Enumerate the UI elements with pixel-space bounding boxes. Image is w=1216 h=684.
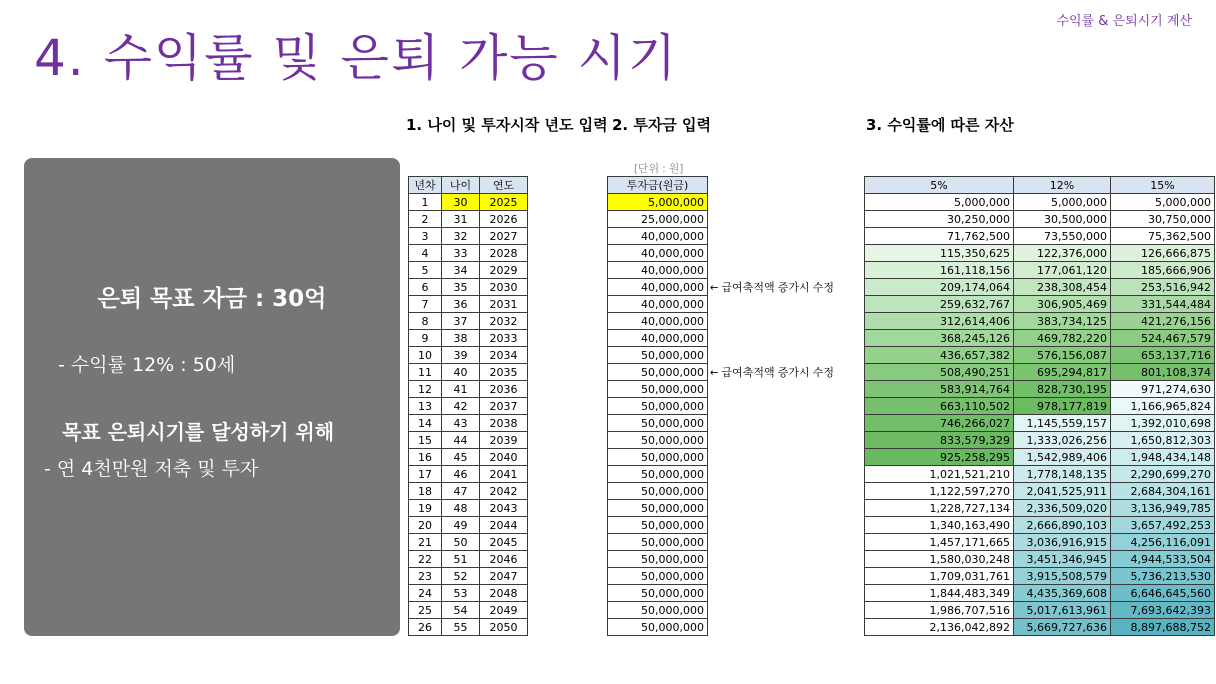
- returns-row: [865, 517, 1215, 534]
- returns-cell: 73,550,000: [1014, 228, 1111, 245]
- returns-cell: 5,000,000: [865, 194, 1014, 211]
- age-year-cell: 5: [409, 262, 442, 279]
- returns-row: [865, 381, 1215, 398]
- age-year-cell: 2028: [480, 245, 528, 262]
- returns-cell: 368,245,126: [865, 330, 1014, 347]
- returns-row: [865, 330, 1215, 347]
- investment-row: [608, 466, 708, 483]
- investment-row: [608, 602, 708, 619]
- investment-cell[interactable]: 50,000,000: [608, 483, 708, 500]
- returns-cell: 1,948,434,148: [1111, 449, 1215, 466]
- investment-row: [608, 194, 708, 211]
- savings-bullet: - 연 4천만원 저축 및 투자: [44, 458, 259, 480]
- investment-cell[interactable]: 50,000,000: [608, 585, 708, 602]
- age-year-cell: 46: [442, 466, 480, 483]
- adjust-note: ← 급여축적액 증가시 수정: [710, 366, 834, 379]
- age-year-cell: 23: [409, 568, 442, 585]
- returns-row: [865, 449, 1215, 466]
- returns-row: [865, 211, 1215, 228]
- age-year-row: [409, 194, 528, 211]
- age-year-cell: 18: [409, 483, 442, 500]
- returns-row: [865, 619, 1215, 636]
- age-year-cell: 16: [409, 449, 442, 466]
- investment-row: [608, 568, 708, 585]
- age-year-cell: 4: [409, 245, 442, 262]
- age-year-cell: 2029: [480, 262, 528, 279]
- age-year-cell: 22: [409, 551, 442, 568]
- age-year-cell: 39: [442, 347, 480, 364]
- investment-row: [608, 296, 708, 313]
- age-year-cell: 38: [442, 330, 480, 347]
- investment-row: [608, 228, 708, 245]
- age-year-row: [409, 619, 528, 636]
- age-year-cell: 2046: [480, 551, 528, 568]
- returns-row: [865, 262, 1215, 279]
- returns-row: [865, 551, 1215, 568]
- age-year-cell: 2050: [480, 619, 528, 636]
- age-year-cell: 2025: [480, 194, 528, 211]
- corner-tag: 수익률 & 은퇴시기 계산: [1056, 14, 1192, 29]
- age-year-cell: 2039: [480, 432, 528, 449]
- returns-cell: 1,542,989,406: [1014, 449, 1111, 466]
- returns-cell: 2,666,890,103: [1014, 517, 1111, 534]
- returns-row: [865, 534, 1215, 551]
- returns-cell: 1,778,148,135: [1014, 466, 1111, 483]
- age-year-cell: 24: [409, 585, 442, 602]
- age-year-cell: 11: [409, 364, 442, 381]
- investment-row: [608, 619, 708, 636]
- age-year-row: [409, 211, 528, 228]
- returns-row: [865, 245, 1215, 262]
- age-year-row: [409, 466, 528, 483]
- investment-cell[interactable]: 50,000,000: [608, 364, 708, 381]
- returns-cell: 583,914,764: [865, 381, 1014, 398]
- age-year-cell: 2047: [480, 568, 528, 585]
- investment-row: [608, 211, 708, 228]
- age-year-cell: 25: [409, 602, 442, 619]
- summary-box: [24, 158, 400, 636]
- age-year-row: [409, 245, 528, 262]
- returns-cell: 469,782,220: [1014, 330, 1111, 347]
- returns-cell: 3,136,949,785: [1111, 500, 1215, 517]
- age-year-cell: 47: [442, 483, 480, 500]
- age-year-cell: 2044: [480, 517, 528, 534]
- returns-cell: 8,897,688,752: [1111, 619, 1215, 636]
- returns-cell: 126,666,875: [1111, 245, 1215, 262]
- age-year-cell: 10: [409, 347, 442, 364]
- returns-header-cell: 15%: [1111, 177, 1215, 194]
- returns-cell: 306,905,469: [1014, 296, 1111, 313]
- returns-cell: 746,266,027: [865, 415, 1014, 432]
- returns-cell: 71,762,500: [865, 228, 1014, 245]
- returns-row: [865, 347, 1215, 364]
- returns-cell: 1,650,812,303: [1111, 432, 1215, 449]
- age-year-cell: 2: [409, 211, 442, 228]
- age-year-cell: 8: [409, 313, 442, 330]
- investment-row: [608, 347, 708, 364]
- returns-cell: 2,290,699,270: [1111, 466, 1215, 483]
- unit-label: [단위 : 원]: [634, 162, 684, 175]
- investment-cell[interactable]: 40,000,000: [608, 245, 708, 262]
- returns-cell: 5,000,000: [1111, 194, 1215, 211]
- age-year-cell: 41: [442, 381, 480, 398]
- age-year-row: [409, 313, 528, 330]
- returns-row: [865, 415, 1215, 432]
- investment-row: [608, 585, 708, 602]
- returns-cell: 5,669,727,636: [1014, 619, 1111, 636]
- returns-cell: 1,986,707,516: [865, 602, 1014, 619]
- age-year-row: [409, 534, 528, 551]
- returns-cell: 828,730,195: [1014, 381, 1111, 398]
- investment-row: [608, 398, 708, 415]
- age-year-cell: 17: [409, 466, 442, 483]
- age-year-cell: 43: [442, 415, 480, 432]
- returns-cell: 1,580,030,248: [865, 551, 1014, 568]
- investment-row: [608, 364, 708, 381]
- age-year-row: [409, 398, 528, 415]
- age-year-row: [409, 500, 528, 517]
- investment-cell[interactable]: 40,000,000: [608, 262, 708, 279]
- investment-row: [608, 500, 708, 517]
- age-year-row: [409, 364, 528, 381]
- returns-cell: 1,340,163,490: [865, 517, 1014, 534]
- returns-cell: 3,451,346,945: [1014, 551, 1111, 568]
- returns-cell: 524,467,579: [1111, 330, 1215, 347]
- age-year-cell: 2040: [480, 449, 528, 466]
- investment-cell[interactable]: 50,000,000: [608, 534, 708, 551]
- age-year-cell: 2033: [480, 330, 528, 347]
- age-year-row: [409, 483, 528, 500]
- returns-cell: 1,709,031,761: [865, 568, 1014, 585]
- returns-cell: 5,736,213,530: [1111, 568, 1215, 585]
- returns-cell: 5,000,000: [1014, 194, 1111, 211]
- returns-row: [865, 313, 1215, 330]
- retirement-goal: 은퇴 목표 자금 : 30억: [97, 286, 327, 312]
- returns-cell: 576,156,087: [1014, 347, 1111, 364]
- returns-table: [864, 176, 1215, 636]
- investment-cell[interactable]: 5,000,000: [608, 194, 708, 211]
- investment-cell[interactable]: 50,000,000: [608, 602, 708, 619]
- returns-row: [865, 364, 1215, 381]
- returns-cell: 6,646,645,560: [1111, 585, 1215, 602]
- age-year-cell: 9: [409, 330, 442, 347]
- age-year-cell: 15: [409, 432, 442, 449]
- investment-cell[interactable]: 50,000,000: [608, 398, 708, 415]
- investment-row: [608, 262, 708, 279]
- section-3-heading: 3. 수익률에 따른 자산: [866, 116, 1014, 134]
- age-year-cell: 51: [442, 551, 480, 568]
- age-year-cell: 2049: [480, 602, 528, 619]
- investment-cell[interactable]: 50,000,000: [608, 568, 708, 585]
- investment-cell[interactable]: 40,000,000: [608, 330, 708, 347]
- investment-row: [608, 330, 708, 347]
- age-year-cell: 12: [409, 381, 442, 398]
- investment-cell[interactable]: 40,000,000: [608, 279, 708, 296]
- age-year-row: [409, 602, 528, 619]
- age-year-cell: 6: [409, 279, 442, 296]
- age-year-cell: 7: [409, 296, 442, 313]
- section-1-heading: 1. 나이 및 투자시작 년도 입력: [406, 116, 608, 134]
- age-year-cell: 2026: [480, 211, 528, 228]
- age-year-cell: 26: [409, 619, 442, 636]
- age-year-cell: 50: [442, 534, 480, 551]
- returns-cell: 253,516,942: [1111, 279, 1215, 296]
- age-year-row: [409, 381, 528, 398]
- returns-cell: 663,110,502: [865, 398, 1014, 415]
- goal-subheading: 목표 은퇴시기를 달성하기 위해: [62, 420, 335, 444]
- investment-cell[interactable]: 50,000,000: [608, 619, 708, 636]
- investment-table: [607, 176, 708, 636]
- returns-cell: 7,693,642,393: [1111, 602, 1215, 619]
- returns-cell: 30,750,000: [1111, 211, 1215, 228]
- returns-row: [865, 483, 1215, 500]
- age-year-cell: 2035: [480, 364, 528, 381]
- returns-cell: 1,166,965,824: [1111, 398, 1215, 415]
- returns-cell: 2,136,042,892: [865, 619, 1014, 636]
- returns-row: [865, 568, 1215, 585]
- age-year-row: [409, 551, 528, 568]
- age-year-row: [409, 296, 528, 313]
- returns-cell: 695,294,817: [1014, 364, 1111, 381]
- age-year-cell: 49: [442, 517, 480, 534]
- age-year-cell: 55: [442, 619, 480, 636]
- returns-cell: 312,614,406: [865, 313, 1014, 330]
- investment-cell[interactable]: 50,000,000: [608, 466, 708, 483]
- age-year-header-row: [409, 177, 528, 194]
- returns-cell: 4,256,116,091: [1111, 534, 1215, 551]
- returns-row: [865, 585, 1215, 602]
- age-year-row: [409, 279, 528, 296]
- returns-cell: 185,666,906: [1111, 262, 1215, 279]
- returns-cell: 1,122,597,270: [865, 483, 1014, 500]
- investment-cell[interactable]: 50,000,000: [608, 449, 708, 466]
- age-year-row: [409, 449, 528, 466]
- returns-cell: 2,684,304,161: [1111, 483, 1215, 500]
- age-year-row: [409, 330, 528, 347]
- investment-cell[interactable]: 50,000,000: [608, 415, 708, 432]
- age-year-cell: 42: [442, 398, 480, 415]
- age-year-header-cell: 나이: [442, 177, 480, 194]
- returns-cell: 30,500,000: [1014, 211, 1111, 228]
- returns-cell: 801,108,374: [1111, 364, 1215, 381]
- returns-cell: 421,276,156: [1111, 313, 1215, 330]
- age-year-row: [409, 415, 528, 432]
- returns-row: [865, 466, 1215, 483]
- investment-row: [608, 432, 708, 449]
- age-year-cell: 2042: [480, 483, 528, 500]
- returns-cell: 75,362,500: [1111, 228, 1215, 245]
- age-year-cell: 2048: [480, 585, 528, 602]
- returns-cell: 177,061,120: [1014, 262, 1111, 279]
- returns-cell: 833,579,329: [865, 432, 1014, 449]
- age-year-cell: 31: [442, 211, 480, 228]
- returns-header-cell: 5%: [865, 177, 1014, 194]
- age-year-cell: 34: [442, 262, 480, 279]
- age-year-header-cell: 연도: [480, 177, 528, 194]
- returns-cell: 209,174,064: [865, 279, 1014, 296]
- investment-row: [608, 313, 708, 330]
- age-year-cell: 3: [409, 228, 442, 245]
- returns-cell: 1,457,171,665: [865, 534, 1014, 551]
- age-year-cell: 48: [442, 500, 480, 517]
- investment-row: [608, 551, 708, 568]
- investment-cell[interactable]: 40,000,000: [608, 228, 708, 245]
- age-year-cell: 33: [442, 245, 480, 262]
- returns-cell: 653,137,716: [1111, 347, 1215, 364]
- section-2-heading: 2. 투자금 입력: [612, 116, 712, 134]
- returns-cell: 1,844,483,349: [865, 585, 1014, 602]
- returns-cell: 1,228,727,134: [865, 500, 1014, 517]
- returns-cell: 122,376,000: [1014, 245, 1111, 262]
- age-year-cell: 45: [442, 449, 480, 466]
- age-year-row: [409, 347, 528, 364]
- returns-cell: 971,274,630: [1111, 381, 1215, 398]
- returns-cell: 30,250,000: [865, 211, 1014, 228]
- age-year-cell: 13: [409, 398, 442, 415]
- age-year-cell: 2031: [480, 296, 528, 313]
- age-year-cell: 2038: [480, 415, 528, 432]
- returns-cell: 3,657,492,253: [1111, 517, 1215, 534]
- returns-row: [865, 500, 1215, 517]
- investment-header: 투자금(원금): [608, 177, 708, 194]
- returns-cell: 1,145,559,157: [1014, 415, 1111, 432]
- investment-cell[interactable]: 40,000,000: [608, 296, 708, 313]
- returns-cell: 3,036,916,915: [1014, 534, 1111, 551]
- age-year-cell: 2034: [480, 347, 528, 364]
- age-year-cell: 21: [409, 534, 442, 551]
- age-year-cell: 2036: [480, 381, 528, 398]
- investment-cell[interactable]: 50,000,000: [608, 551, 708, 568]
- investment-row: [608, 245, 708, 262]
- age-year-header-cell: 년차: [409, 177, 442, 194]
- age-year-cell: 19: [409, 500, 442, 517]
- age-year-cell: 53: [442, 585, 480, 602]
- returns-row: [865, 228, 1215, 245]
- returns-cell: 508,490,251: [865, 364, 1014, 381]
- return-rate-bullet: - 수익률 12% : 50세: [58, 354, 236, 376]
- age-year-cell: 44: [442, 432, 480, 449]
- investment-row: [608, 381, 708, 398]
- age-year-cell: 2030: [480, 279, 528, 296]
- age-year-row: [409, 585, 528, 602]
- age-year-cell: 35: [442, 279, 480, 296]
- investment-cell[interactable]: 50,000,000: [608, 432, 708, 449]
- returns-row: [865, 602, 1215, 619]
- returns-cell: 2,336,509,020: [1014, 500, 1111, 517]
- investment-cell[interactable]: 50,000,000: [608, 381, 708, 398]
- returns-row: [865, 398, 1215, 415]
- age-year-cell: 2037: [480, 398, 528, 415]
- age-year-cell: 2041: [480, 466, 528, 483]
- returns-cell: 1,333,026,256: [1014, 432, 1111, 449]
- age-year-row: [409, 228, 528, 245]
- age-year-cell: 1: [409, 194, 442, 211]
- age-year-cell: 2032: [480, 313, 528, 330]
- returns-cell: 115,350,625: [865, 245, 1014, 262]
- slide-title: 4. 수익률 및 은퇴 가능 시기: [34, 29, 679, 87]
- returns-row: [865, 279, 1215, 296]
- investment-cell[interactable]: 40,000,000: [608, 313, 708, 330]
- age-year-cell: 2045: [480, 534, 528, 551]
- age-year-cell: 14: [409, 415, 442, 432]
- age-year-cell: 52: [442, 568, 480, 585]
- investment-row: [608, 415, 708, 432]
- returns-cell: 4,435,369,608: [1014, 585, 1111, 602]
- age-year-cell: 2043: [480, 500, 528, 517]
- age-year-cell: 40: [442, 364, 480, 381]
- returns-cell: 1,392,010,698: [1111, 415, 1215, 432]
- age-year-cell: 32: [442, 228, 480, 245]
- returns-row: [865, 432, 1215, 449]
- returns-cell: 978,177,819: [1014, 398, 1111, 415]
- age-year-cell: 2027: [480, 228, 528, 245]
- age-year-cell: 37: [442, 313, 480, 330]
- age-year-cell: 30: [442, 194, 480, 211]
- investment-row: [608, 279, 708, 296]
- returns-cell: 383,734,125: [1014, 313, 1111, 330]
- age-year-table: [408, 176, 528, 636]
- returns-cell: 436,657,382: [865, 347, 1014, 364]
- returns-cell: 2,041,525,911: [1014, 483, 1111, 500]
- returns-cell: 4,944,533,504: [1111, 551, 1215, 568]
- returns-header-cell: 12%: [1014, 177, 1111, 194]
- investment-cell[interactable]: 50,000,000: [608, 347, 708, 364]
- returns-cell: 925,258,295: [865, 449, 1014, 466]
- investment-row: [608, 449, 708, 466]
- returns-header-row: [865, 177, 1215, 194]
- age-year-cell: 54: [442, 602, 480, 619]
- age-year-row: [409, 568, 528, 585]
- investment-cell[interactable]: 50,000,000: [608, 500, 708, 517]
- investment-cell[interactable]: 50,000,000: [608, 517, 708, 534]
- returns-cell: 259,632,767: [865, 296, 1014, 313]
- age-year-cell: 20: [409, 517, 442, 534]
- returns-cell: 238,308,454: [1014, 279, 1111, 296]
- returns-cell: 3,915,508,579: [1014, 568, 1111, 585]
- returns-cell: 161,118,156: [865, 262, 1014, 279]
- returns-cell: 331,544,484: [1111, 296, 1215, 313]
- returns-row: [865, 296, 1215, 313]
- investment-row: [608, 483, 708, 500]
- investment-row: [608, 517, 708, 534]
- returns-cell: 1,021,521,210: [865, 466, 1014, 483]
- adjust-note: ← 급여축적액 증가시 수정: [710, 281, 834, 294]
- returns-row: [865, 194, 1215, 211]
- investment-cell[interactable]: 25,000,000: [608, 211, 708, 228]
- returns-cell: 5,017,613,961: [1014, 602, 1111, 619]
- age-year-row: [409, 432, 528, 449]
- age-year-cell: 36: [442, 296, 480, 313]
- age-year-row: [409, 517, 528, 534]
- age-year-row: [409, 262, 528, 279]
- investment-row: [608, 534, 708, 551]
